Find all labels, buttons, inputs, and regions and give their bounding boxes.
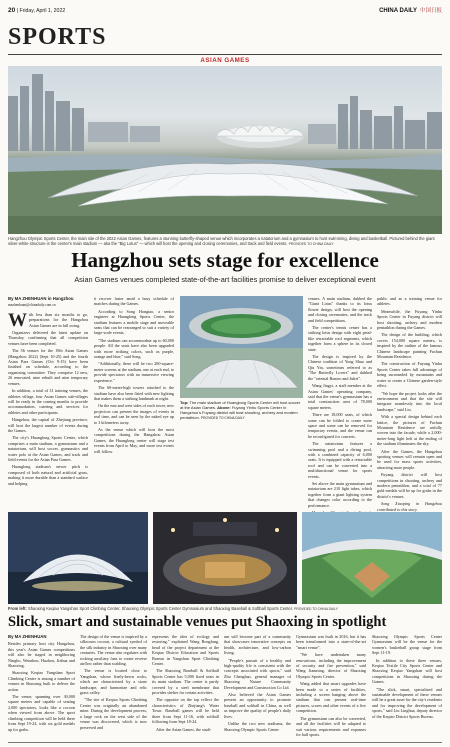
paragraph: Huanglong stadium's newer pitch is composed of both natural and artificial grass, making it more durable than a standard surface and helping (8, 464, 88, 486)
inset-photo-illustration (180, 296, 303, 398)
paragraph: As the venue which will host the most competitions during the Hangzhou Asian Games, the Huanglong center will stage test events from April to May, and more test events will follow. (94, 426, 174, 454)
paragraph: ith less than six months to go, preparations for the Hangzhou Asian Games are in full swing. (29, 311, 88, 328)
paragraph: "People's pursuit of a healthy and high-quality life is consistent with the concepts associated with sports," said Zhu Chenghao, general manager of Shaoxing Nature Community Development and Construction Co Ltd. (224, 657, 291, 690)
paragraph: Also believed the Asian Games present an opportunity to promote baseball and softball in China, as well as improve the quality of people's daily lives. (224, 692, 291, 719)
paragraph: "The stadium can accommodate up to 60,000 people. All the seats have also been upgraded with more striking colors, such as purple, orange and blue," said Song. (94, 337, 174, 360)
story2-column-6 (372, 634, 442, 740)
paragraph: Fuyang district will host competitions in shooting, archery and modern pentathlon, and a total of 77 gold medals will be up for grabs in the district's venues. (377, 472, 442, 499)
hero-photo (8, 66, 442, 234)
inset-photo-caption (180, 400, 303, 421)
paper-name-cn: 中国日报 (419, 8, 442, 14)
hero-caption-text: Hangzhou Olympic Sports Center, the main site of the 2022 Asian Games, features a stunning butterfly-shaped venue which incorporates a natatorium and a gymnasium to host swimming, diving and basketball. Pictured behind the giant silver-white structure is the center's main stadium — aka the "Big Lotus" — which will host the opening and closing ceremonies, and track and field events. (8, 236, 435, 247)
caption-text: Shaoxing Keqiao Yangshan Sport Climbing Center, Shaoxing Olympic Sports Center Gymnasium and Shaoxing Baseball & Softball Sports Center. (28, 606, 293, 611)
paragraph: The city's Huanglong Sports Center, which comprises a main stadium, a gymnasium and a natatorium, will host soccer, gymnastics and water polo at the Asian Games, and track and field events for the Asian Para Games. (8, 435, 88, 462)
paragraph: "We have undertaken many renovations, including the improvement of security and fire prevention," said Wang Jianming, director of Shaoxing Olympic Sports Center. (296, 652, 366, 679)
deck-main: Asian Games venues completed state-of-the-art facilities promise to deliver exceptional event (74, 275, 376, 284)
paragraph: Organizers delivered the latest update on Thursday, confirming that all competition venues have been completed. (8, 330, 88, 346)
gymnasium-illustration (153, 512, 297, 604)
story1-column-4 (308, 296, 372, 508)
byline: By MA ZHENHUAN (8, 634, 47, 639)
paragraph: In addition to these three venues, Keqiao Textile City Sports Center and Shaoxing Keqiao Yangshan will host competitions in Shaoxing during the Games. (372, 657, 442, 685)
paragraph: The 56 venues for the 19th Asian Games (Hangzhou 2022) (Sept 10-25) and the fourth Asian Para Games (Oct 9-15) have been finished on schedule, according to the organizing committee. They comprise 12 new, 26 renovated, nine rebuilt and nine temporary venues. (8, 348, 88, 386)
paper-name-en: CHINA DAILY (379, 8, 417, 14)
paragraph: Set above the main gymnasium and natatorium are 210 light tubes, which together form a giant lighting system that changes color according to the performance. (308, 481, 372, 508)
paragraph: venues. A main stadium, dubbed the "Giant Lotus" thanks to its lotus flower design, will host the opening and closing ceremonies, and the track and field competitions. (308, 296, 372, 323)
paper-name (379, 6, 442, 14)
masthead (8, 5, 442, 21)
paragraph: Shaoxing Olympic Sports Center Gymnasium will be the venue for the women's basketball group stage from Sept 11-19. (372, 634, 442, 656)
story2-column-4 (224, 634, 291, 740)
paragraph: Wang Jingyi, a staff member at the Asian Games' operating company, said that the venue's gymnasium has a total construction area of 78,000 square meters. (308, 383, 372, 410)
footer-rule (8, 742, 442, 743)
byline-email: mazhenhuan@chinadaily.com.cn (8, 303, 56, 308)
paragraph: The 60-meter-high towers attached to the stadium have also been fitted with new lighting that makes them a striking landmark at night. (94, 385, 174, 401)
paragraph: Unlike the two new stadiums, the Shaoxing Olympic Sports Center (224, 721, 291, 732)
hero-illustration (8, 66, 442, 234)
paragraph: The design of the building, which covers 154,000 square meters, is inspired by the outline of the famous Chinese landscape painting Fuchun Mountain Residence. (377, 332, 442, 360)
paragraph: Shaoxing Keqiao Yangshan Sport Climbing Center is among a number of venues in Shaoxing built to deliver the action. (8, 670, 75, 692)
paragraph: public and as a training venue for athletes. (377, 296, 442, 307)
paragraph: Hangzhou, the capital of Zhejiang province, will host the largest number of events during the Games. (8, 417, 88, 433)
story1-col1-text (8, 309, 88, 486)
paragraph: "We hope the project looks after the environment and that the site will integrate seamlessly into the local landscape," said Liu. (377, 390, 442, 412)
paragraph: After the Asian Games, the stadi- (156, 726, 212, 732)
paragraph: Gymnasium was built in 2016, but it has been transformed into a state-of-the-art "smart venue". (296, 634, 366, 650)
paragraph: The design is inspired by the Chinese tradition of Yong Shuo and Qiu Yin, sometimes referred to as "The Butterfly Lovers" and dubbed the "oriental Romeo and Juliet". (308, 354, 372, 381)
paragraph: After the Games, the Hangzhou sporting venues will remain open and be used for mass sports activities, attracting more people. (377, 448, 442, 470)
page-number: 20 (8, 7, 16, 14)
story2-column-1 (8, 634, 75, 740)
hero-credit: PROVIDED TO CHINA DAILY (288, 242, 334, 247)
story1-column-2 (94, 296, 174, 504)
inset-photo-stadiums (180, 296, 303, 398)
paragraph: The natatorium features a swimming pool and a diving pool, with a combined capacity of 6,000 seats. It is equipped with a retractable roof and can be converted into a multifunctional venue for sports events. (308, 441, 372, 479)
contributor-note: Song Xiaoping in Hangzhou contributed to this story. (377, 501, 442, 512)
photo-climbing-center (8, 512, 148, 604)
paragraph: "Additionally, there will be two 200-square-meter screens at the stadium, one at each end, to provide spectators with an immersive viewing experience." (94, 361, 174, 383)
section-title: SPORTS (8, 24, 107, 50)
photo-olympic-gymnasium (153, 512, 297, 604)
baseball-center-illustration (302, 512, 442, 604)
caption-text: Fuyang Yinhu Sports Center in Hangzhou's Fuyang district will host shooting, archery and modern pentathlon. (180, 405, 298, 420)
paragraph: The center's tennis center has a striking lotus design with eight petal-like retractable roof segments, which together form a sphere in its closed state. (308, 325, 372, 352)
paragraph: On the east and west sides of each tower, new projectors can present the images of events in real time, and can be seen by the naked eye up to 3 kilometers away. (94, 403, 174, 425)
paragraph: Besides primary host city Hangzhou, this year's Asian Games competitions will also be staged in neighboring Ningbo, Wenzhou, Huzhou, Jinhua and Shaoxing. (8, 641, 75, 669)
paragraph: In addition, a total of 31 training venues, the athletes village, four Asian Games sub-villages will be ready in the coming months to provide accommodation, catering and services for athletes and other participants. (8, 388, 88, 415)
hero-caption (8, 236, 442, 247)
headline-main: Hangzhou sets stage for excellence (71, 248, 379, 272)
paragraph: The venue, spanning over 30,000 square meters and capable of seating 2,000 spectators, looks like a cocoon when viewed from above. The sport climbing competition will be held there from Sept 19-24, with six gold medals up for grabs. (8, 694, 75, 732)
story2-column-5 (296, 634, 366, 740)
paragraph: it recover faster amid a busy schedule of matches during the Games. (94, 296, 174, 307)
paragraph: "The slick, smart, specialized and sustainable development of these venues will be a great asset for the city's residents and for improving the development of sports," said Liu Linghua, deputy director of the Keqiao District Sports Bureau. (372, 686, 442, 719)
caption-label: Top: (180, 400, 189, 405)
paragraph: The Shaoxing Baseball & Softball Sports Center has 5,000 fixed seats in its main stadium. The center is partly covered by a steel membrane that provides shelter for certain activities. (152, 668, 219, 696)
paragraph: The construction of Fuyang Yinhu Sports Center takes full advantage of being surrounded by mountains and water to create a Chinese garden-style effect. (377, 361, 442, 389)
paragraph: With a special design behind each lattice, the pictures of Fuchun Mountain Residence are artfully woven into the facade, while a 2,000-meter-long light belt at the ending of the stadium illuminates the sky. (377, 414, 442, 447)
caption-label: From left: (8, 606, 27, 611)
paragraph: The gymnasium can also be converted, and all the facilities will be adapted to suit various requirements and expanses for ball sports. (296, 715, 366, 737)
paragraph: represents the idea of ecology and restoring," explained Wang Rongfang, head of the project department at the Keqiao District Education and Sports Bureau in Yangshan Sport Climbing Center. (152, 634, 219, 667)
photo-credit: PROVIDED TO CHINA DAILY (200, 416, 245, 420)
page-date: 20 | Friday, April 1, 2022 (8, 7, 66, 14)
story1-column-1 (8, 296, 88, 504)
section-rule (8, 54, 442, 55)
issue-date: Friday, April 1, 2022 (19, 8, 66, 14)
paragraph: According to Song Hongtao, a senior engineer at Huanglong Sports Center, the stadium features a mobile stage and moveable seats that can be rearranged to suit a variety of large-scale events. (94, 308, 174, 336)
paragraph: um will become part of a community that showcases innovative concepts on health, architecture, and low-carbon living. (224, 634, 291, 656)
paragraph: Wang added that smart upgrades have been made to a series of facilities, including a screen hanging above the stadium that can present real-time pictures, scores and other events of a live competition. (296, 681, 366, 714)
caption-label: Above: (217, 405, 231, 410)
photo-strip (8, 512, 442, 604)
story2-column-3 (152, 634, 219, 740)
climbing-center-illustration (8, 512, 148, 604)
paragraph: The venue is located close to Yangshan, whose finely-hewn rocks, which are characterized by a stone landscape, and harmonize and relic grass valley. (80, 668, 147, 696)
photo-baseball-center (302, 512, 442, 604)
paragraph: The design of the venue is inspired by a silkworm cocoon, a cultural symbol of the silk industry in Shaoxing over many centuries. The venue also regulates with rocking auxiliary fans to create reverse airflow rather than scalding. (80, 634, 147, 667)
headline-secondary: Slick, smart and sustainable venues put Shaoxing in spotlight (8, 614, 387, 630)
story2-column-2 (80, 634, 147, 740)
paragraph: There are 18,000 seats, of which some can be folded to create more space and some can be removed for temporary events, and the venue can be reconfigured for concerts. (308, 412, 372, 439)
paragraph: "The site of Keqiao Sports Climbing Center was originally an abandoned mine. During the development process, a large rock on the west side of the venue was discovered, which is now preserved and (80, 697, 147, 730)
paragraph: Meanwhile, the Fuyang Yinhu Sports Center in Fuyang district will host shooting, archery and modern pentathlon during the Games. (377, 308, 442, 331)
byline: By MA ZHENHUAN in Hangzhou (8, 296, 74, 301)
paragraph: The opposite on the top reflect the characteristics of Zhejiang's Water Town. Baseball games will be held there from Sept 11-16, with softball following from Sept 18-24. (152, 697, 219, 725)
drop-cap: W (8, 309, 27, 331)
kicker: ASIAN GAMES (200, 57, 250, 64)
story1-column-5 (377, 296, 442, 512)
photo-strip-caption (8, 606, 442, 611)
photo-credit: PROVIDED TO CHINA DAILY (294, 607, 338, 611)
caption-text: The main stadium of Huanglong Sports Center will host soccer at the Asian Games. (180, 400, 301, 410)
